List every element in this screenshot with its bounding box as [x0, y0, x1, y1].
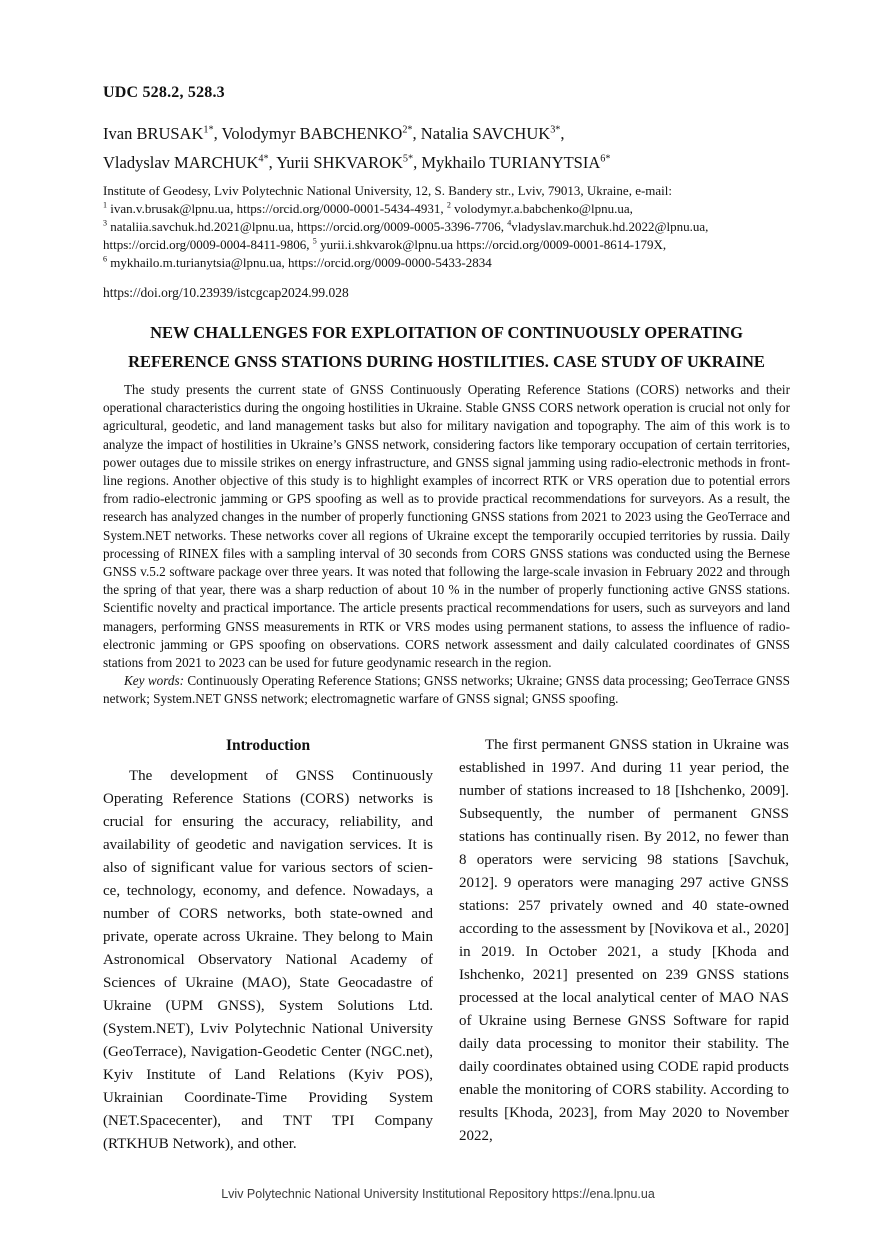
right-column-paragraph: The first permanent GNSS station in Ukraine was established in 1997. And during 11 year period, the number of stations increased to 18 [Ishchenko, 2009]. Subsequently, the number of permanent GNSS stations has continually risen. By 2012, no fewer than 8 operators were servicing 98 stations [Savchuk, 2012]. 9 operators were managing 297 active GNSS stations: 257 privately owned and 40 state-owned according to the assessment by [Novikova et al., 2020] in 2019. In October 2021, a study [Khoda and Ishchenko, 2021] presented on 239 GNSS stations processed at the local analytical center of MAO NAS of Ukraine using Bernese GNSS Software for rapid daily data processing to monitor their stability. The daily coordinates obtained using CODE rapid products enable the monitoring of CORS stability. According to results [Khoda, 2023], from May 2020 to November 2022, — [459, 736, 789, 1144]
affiliation-line: $^1$ ivan.v.brusak@lpnu.ua, https://orcid.org/0000-0001-5434-4931, $^2$ volodymyr.a.babchenko@lpnu.ua, — [103, 200, 633, 216]
two-column-body — [103, 734, 790, 1156]
keywords-paragraph: Key words: Continuously Operating Reference Stations; GNSS networks; Ukraine; GNSS data processing; GeoTerrace GNSS network; System.NET GNSS network; electromagnetic warfare of GNSS signal; GNSS spoofing. — [103, 673, 790, 707]
doi-text: https://doi.org/10.23939/istcgcap2024.99.028 — [103, 285, 349, 300]
affiliation-line: https://orcid.org/0009-0004-8411-9806, $^5$ yurii.i.shkvarok@lpnu.ua https://orcid.org/0009-0001-8614-179X, — [103, 236, 667, 252]
right-column — [459, 734, 789, 1156]
paper-title: NEW CHALLENGES FOR EXPLOITATION OF CONTINUOUSLY OPERATING REFERENCE GNSS STATIONS DURING HOSTILITIES. CASE STUDY OF UKRAINE — [128, 323, 765, 371]
author-block — [103, 119, 790, 177]
abstract-paragraph: The study presents the current state of GNSS Continuously Operating Reference Stations (CORS) networks and their operational characteristics during the ongoing hostilities in Ukraine. Stable GNSS CORS network operation is crucial not only for agricultural, geodetic, and land management tasks but also for military navigation and topography. The aim of this work is to analyze the impact of hostilities in Ukraine’s GNSS network, considering factors like temporary occupation of certain territories, power outages due to missile strikes on energy infrastructure, and GNSS signal jamming using radio-electronic methods in front-line regions. Another objective of this study is to highlight examples of incorrect RTK or VRS operation due to potential errors from radio-electronic jamming or GPS spoofing as well as to provide practical recommendations for surveyors. As a result, the research has analyzed changes in the number of properly functioning GNSS stations from 2021 to 2023 using the GeoTerrace and System.NET networks. These networks cover all regions of Ukraine except the temporarily occupied territories by russia. Daily processing of RINEX files with a sampling interval of 30 seconds from CORS GNSS stations was conducted using the Bernese GNSS v.5.2 software package over three years. It was noted that following the large-scale invasion in February 2022 and through the spring of that year, there was a sharp reduction of about 10 % in the number of properly functioning active GNSS stations. Scientific novelty and practical importance. The article presents practical recommendations for users, such as surveyors and land managers, performing GNSS measurements in RTK or VRS modes using permanent stations, to assess the influence of radio-electronic jamming or GPS spoofing on observations. CORS network assessment and daily calculated coordinates of GNSS stations from 2021 to 2023 can be used for future geodynamic research in the region. — [103, 382, 790, 671]
udc-code: UDC 528.2, 528.3 — [103, 84, 225, 101]
affiliation-line: $^6$ mykhailo.m.turianytsia@lpnu.ua, https://orcid.org/0009-0000-5433-2834 — [103, 254, 492, 270]
author-line-2: Vladyslav $MARCHUK^{4*}$, Yurii $SHKVAROK^{5*}$, Mykhailo $TURIANYTSIA^{6*}$ — [103, 153, 611, 172]
left-column — [103, 734, 433, 1156]
repository-footer-note: Lviv Polytechnic National University Institutional Repository https://ena.lpnu.ua — [221, 1187, 655, 1201]
affiliation-line: Institute of Geodesy, Lviv Polytechnic National University, 12, S. Bandery str., Lviv, 79013, Ukraine, e-mail: — [103, 183, 673, 198]
affiliation-line: $^3$ nataliia.savchuk.hd.2021@lpnu.ua, https://orcid.org/0009-0005-3396-7706, $^4$vladyslav.marchuk.hd.2022@lpnu.ua, — [103, 218, 709, 234]
introduction-heading: Introduction — [225, 736, 311, 754]
introduction-paragraph: The development of GNSS Continuously Operating Reference Stations (CORS) networks is crucial for ensuring the accuracy, reliability, and availability of geodetic and navigation services. It is also of significant value for various sectors of scien-ce, technology, economy, and defence. Nowadays, a number of CORS networks, both state-owned and private, operate across Ukraine. They belong to Main Astronomical Observatory National Academy of Sciences of Ukraine (MAO), State Geocadastre of Ukraine (UPM GNSS), System Solutions Ltd. (System.NET), Lviv Polytechnic National University (GeoTerrace), Navigation-Geodetic Center (NGC.net), Kyiv Institute of Land Relations (Kyiv POS), Ukrainian Coordinate-Time Providing System (NET.Spacecenter), and TNT TPI Company (RTKHUB Network), and other. — [103, 767, 433, 1152]
affiliation-block — [103, 182, 790, 272]
author-line-1: Ivan $BRUSAK^{1*}$, Volodymyr $BABCHENKO^{2*}$, Natalia $SAVCHUK^{3*}$, — [103, 124, 565, 143]
